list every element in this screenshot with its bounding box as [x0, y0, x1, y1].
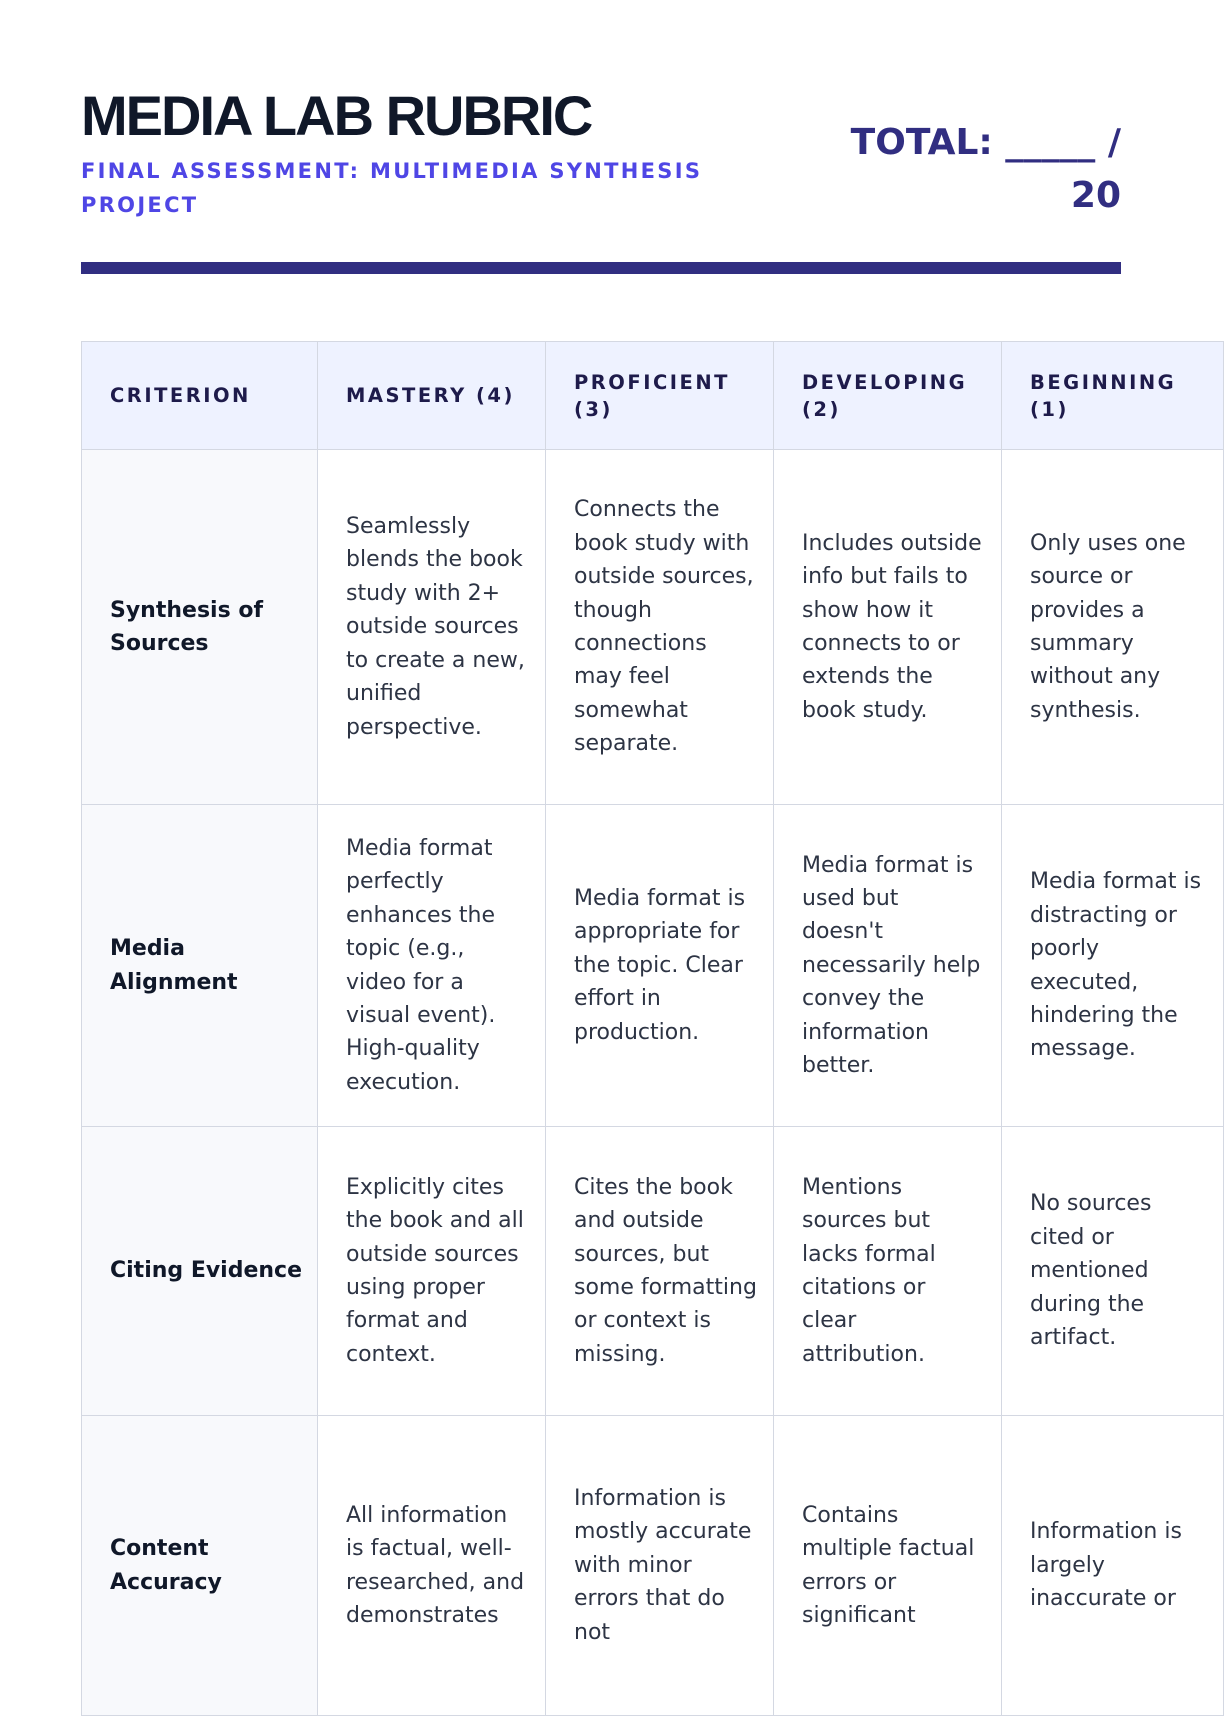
developing-cell: Media format is used but doesn't necessarily help convey the information better. — [774, 805, 1002, 1127]
developing-cell: Includes outside info but fails to show how it connects to or extends the book study. — [774, 450, 1002, 805]
beginning-cell: No sources cited or mentioned during the artifact. — [1002, 1127, 1224, 1416]
table-row — [82, 1127, 1224, 1416]
mastery-cell: Media format perfectly enhances the topic (e.g., video for a visual event). High-quality execution. — [318, 805, 546, 1127]
proficient-cell: Information is mostly accurate with minor errors that do not — [546, 1416, 774, 1716]
mastery-cell: Explicitly cites the book and all outside sources using proper format and context. — [318, 1127, 546, 1416]
column-header-developing: DEVELOPING (2) — [774, 342, 1002, 450]
total-score: TOTAL: _____ / 20 — [850, 122, 1121, 216]
proficient-cell: Media format is appropriate for the topic. Clear effort in production. — [546, 805, 774, 1127]
beginning-cell: Information is largely inaccurate or — [1002, 1416, 1224, 1716]
rubric-table-container — [81, 341, 1202, 1645]
criterion-cell: Media Alignment — [82, 805, 318, 1127]
criterion-cell: Citing Evidence — [82, 1127, 318, 1416]
developing-cell: Mentions sources but lacks formal citations or clear attribution. — [774, 1127, 1002, 1416]
table-body — [82, 450, 1224, 1716]
rubric-table — [81, 341, 1224, 1716]
beginning-cell: Only uses one source or provides a summary without any synthesis. — [1002, 450, 1224, 805]
page-subtitle: FINAL ASSESSMENT: MULTIMEDIA SYNTHESIS PROJECT — [81, 159, 703, 217]
header — [81, 80, 1121, 220]
page-title: MEDIA LAB RUBRIC — [81, 84, 592, 147]
table-row — [82, 1416, 1224, 1716]
table-row — [82, 805, 1224, 1127]
beginning-cell: Media format is distracting or poorly executed, hindering the message. — [1002, 805, 1224, 1127]
proficient-cell: Cites the book and outside sources, but some formatting or context is missing. — [546, 1127, 774, 1416]
header-row — [82, 342, 1224, 450]
column-header-proficient: PROFICIENT (3) — [546, 342, 774, 450]
criterion-cell: Content Accuracy — [82, 1416, 318, 1716]
table-header — [82, 342, 1224, 450]
column-header-beginning: BEGINNING (1) — [1002, 342, 1224, 450]
mastery-cell: Seamlessly blends the book study with 2+ outside sources to create a new, unified perspective. — [318, 450, 546, 805]
column-header-mastery: MASTERY (4) — [318, 342, 546, 450]
mastery-cell: All information is factual, well-researched, and demonstrates — [318, 1416, 546, 1716]
criterion-cell: Synthesis of Sources — [82, 450, 318, 805]
developing-cell: Contains multiple factual errors or significant — [774, 1416, 1002, 1716]
table-row — [82, 450, 1224, 805]
header-divider — [81, 262, 1121, 274]
column-header-criterion: CRITERION — [82, 342, 318, 450]
proficient-cell: Connects the book study with outside sources, though connections may feel somewhat separate. — [546, 450, 774, 805]
